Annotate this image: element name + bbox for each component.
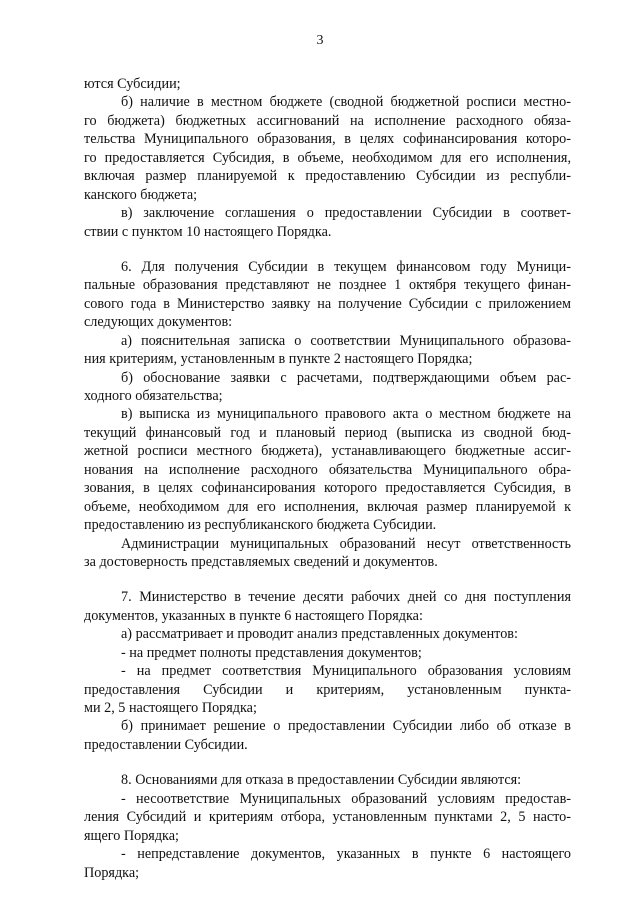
- text-line: в) заключение соглашения о предоставлении Субсидии в соответ-: [121, 205, 571, 222]
- text-line: ящего Порядка;: [84, 827, 179, 844]
- text-line: б) обоснование заявки с расчетами, подтверждающими объем рас-: [121, 369, 571, 386]
- text-line: ются Субсидии;: [84, 76, 181, 92]
- text-line: зования, в целях софинансирования которого предоставляется Субсидия, в: [84, 480, 571, 497]
- text-line: - на предмет соответствия Муниципального образования условиям: [121, 663, 571, 680]
- text-line: документов, указанных в пункте 6 настоящего Порядка:: [84, 607, 423, 624]
- text-line: б) наличие в местном бюджете (сводной бюджетной росписи местно-: [121, 94, 571, 111]
- text-line: ми 2, 5 настоящего Порядка;: [84, 700, 257, 716]
- text-line: следующих документов:: [84, 314, 233, 331]
- text-line: текущий финансовый год и плановый период (выписка из сводной бюд-: [84, 424, 571, 441]
- text-line: го предоставляется Субсидия, в объеме, необходимом для его исполнения,: [84, 149, 571, 166]
- text-line: - непредставление документов, указанных в пункте 6 настоящего: [121, 846, 571, 863]
- text-line: пальные образования представляют не позднее 1 октября текущего финан-: [84, 277, 571, 294]
- text-line: включая размер планируемой к предоставлению Субсидии из республи-: [84, 168, 571, 185]
- text-line: за достоверность представляемых сведений и документов.: [84, 553, 438, 570]
- text-line: Порядка;: [84, 864, 140, 881]
- text-line: нования на исполнение расходного обязательства Муниципального обра-: [84, 461, 571, 478]
- text-line: б) принимает решение о предоставлении Субсидии либо об отказе в: [121, 718, 571, 735]
- document-body: [84, 75, 571, 882]
- text-line: го бюджета) бюджетных ассигнований на исполнение расходного обяза-: [84, 112, 571, 129]
- text-line: ления Субсидий и критериям отбора, установленным пунктами 2, 5 насто-: [84, 809, 571, 826]
- text-line: а) рассматривает и проводит анализ представленных документов:: [121, 626, 518, 643]
- page-number: 3: [316, 33, 324, 48]
- text-line: жетной росписи местного бюджета), устанавливающего бюджетные ассиг-: [84, 443, 571, 460]
- text-line: Администрации муниципальных образований несут ответственность: [121, 535, 571, 552]
- text-line: предоставления Субсидии и критериям, установленным пункта-: [84, 681, 571, 698]
- text-line: а) пояснительная записка о соответствии Муниципального образова-: [121, 332, 571, 349]
- text-line: - несоответствие Муниципальных образований условиям предостав-: [121, 790, 571, 807]
- text-line: в) выписка из муниципального правового акта о местном бюджете на: [121, 406, 571, 423]
- text-line: тельства Муниципального образования, в целях софинансирования которо-: [84, 131, 571, 148]
- text-line: 6. Для получения Субсидии в текущем финансовом году Муници-: [121, 258, 571, 275]
- text-line: сового года в Министерство заявку на получение Субсидии с приложением: [84, 295, 571, 312]
- text-line: предоставлении Субсидии.: [84, 736, 248, 753]
- text-line: ствии с пунктом 10 настоящего Порядка.: [84, 223, 332, 240]
- text-line: 7. Министерство в течение десяти рабочих дней со дня поступления: [121, 589, 571, 606]
- text-line: ния критериям, установленным в пункте 2 настоящего Порядка;: [84, 351, 473, 368]
- text-line: ходного обязательства;: [84, 388, 223, 404]
- text-line: 8. Основаниями для отказа в предоставлении Субсидии являются:: [121, 772, 522, 789]
- text-line: предоставлению из республиканского бюджета Субсидии.: [84, 517, 437, 534]
- text-line: - на предмет полноты представления документов;: [121, 644, 422, 661]
- text-line: канского бюджета;: [84, 186, 198, 203]
- text-line: объеме, необходимом для его исполнения, включая размер планируемой к: [84, 498, 571, 515]
